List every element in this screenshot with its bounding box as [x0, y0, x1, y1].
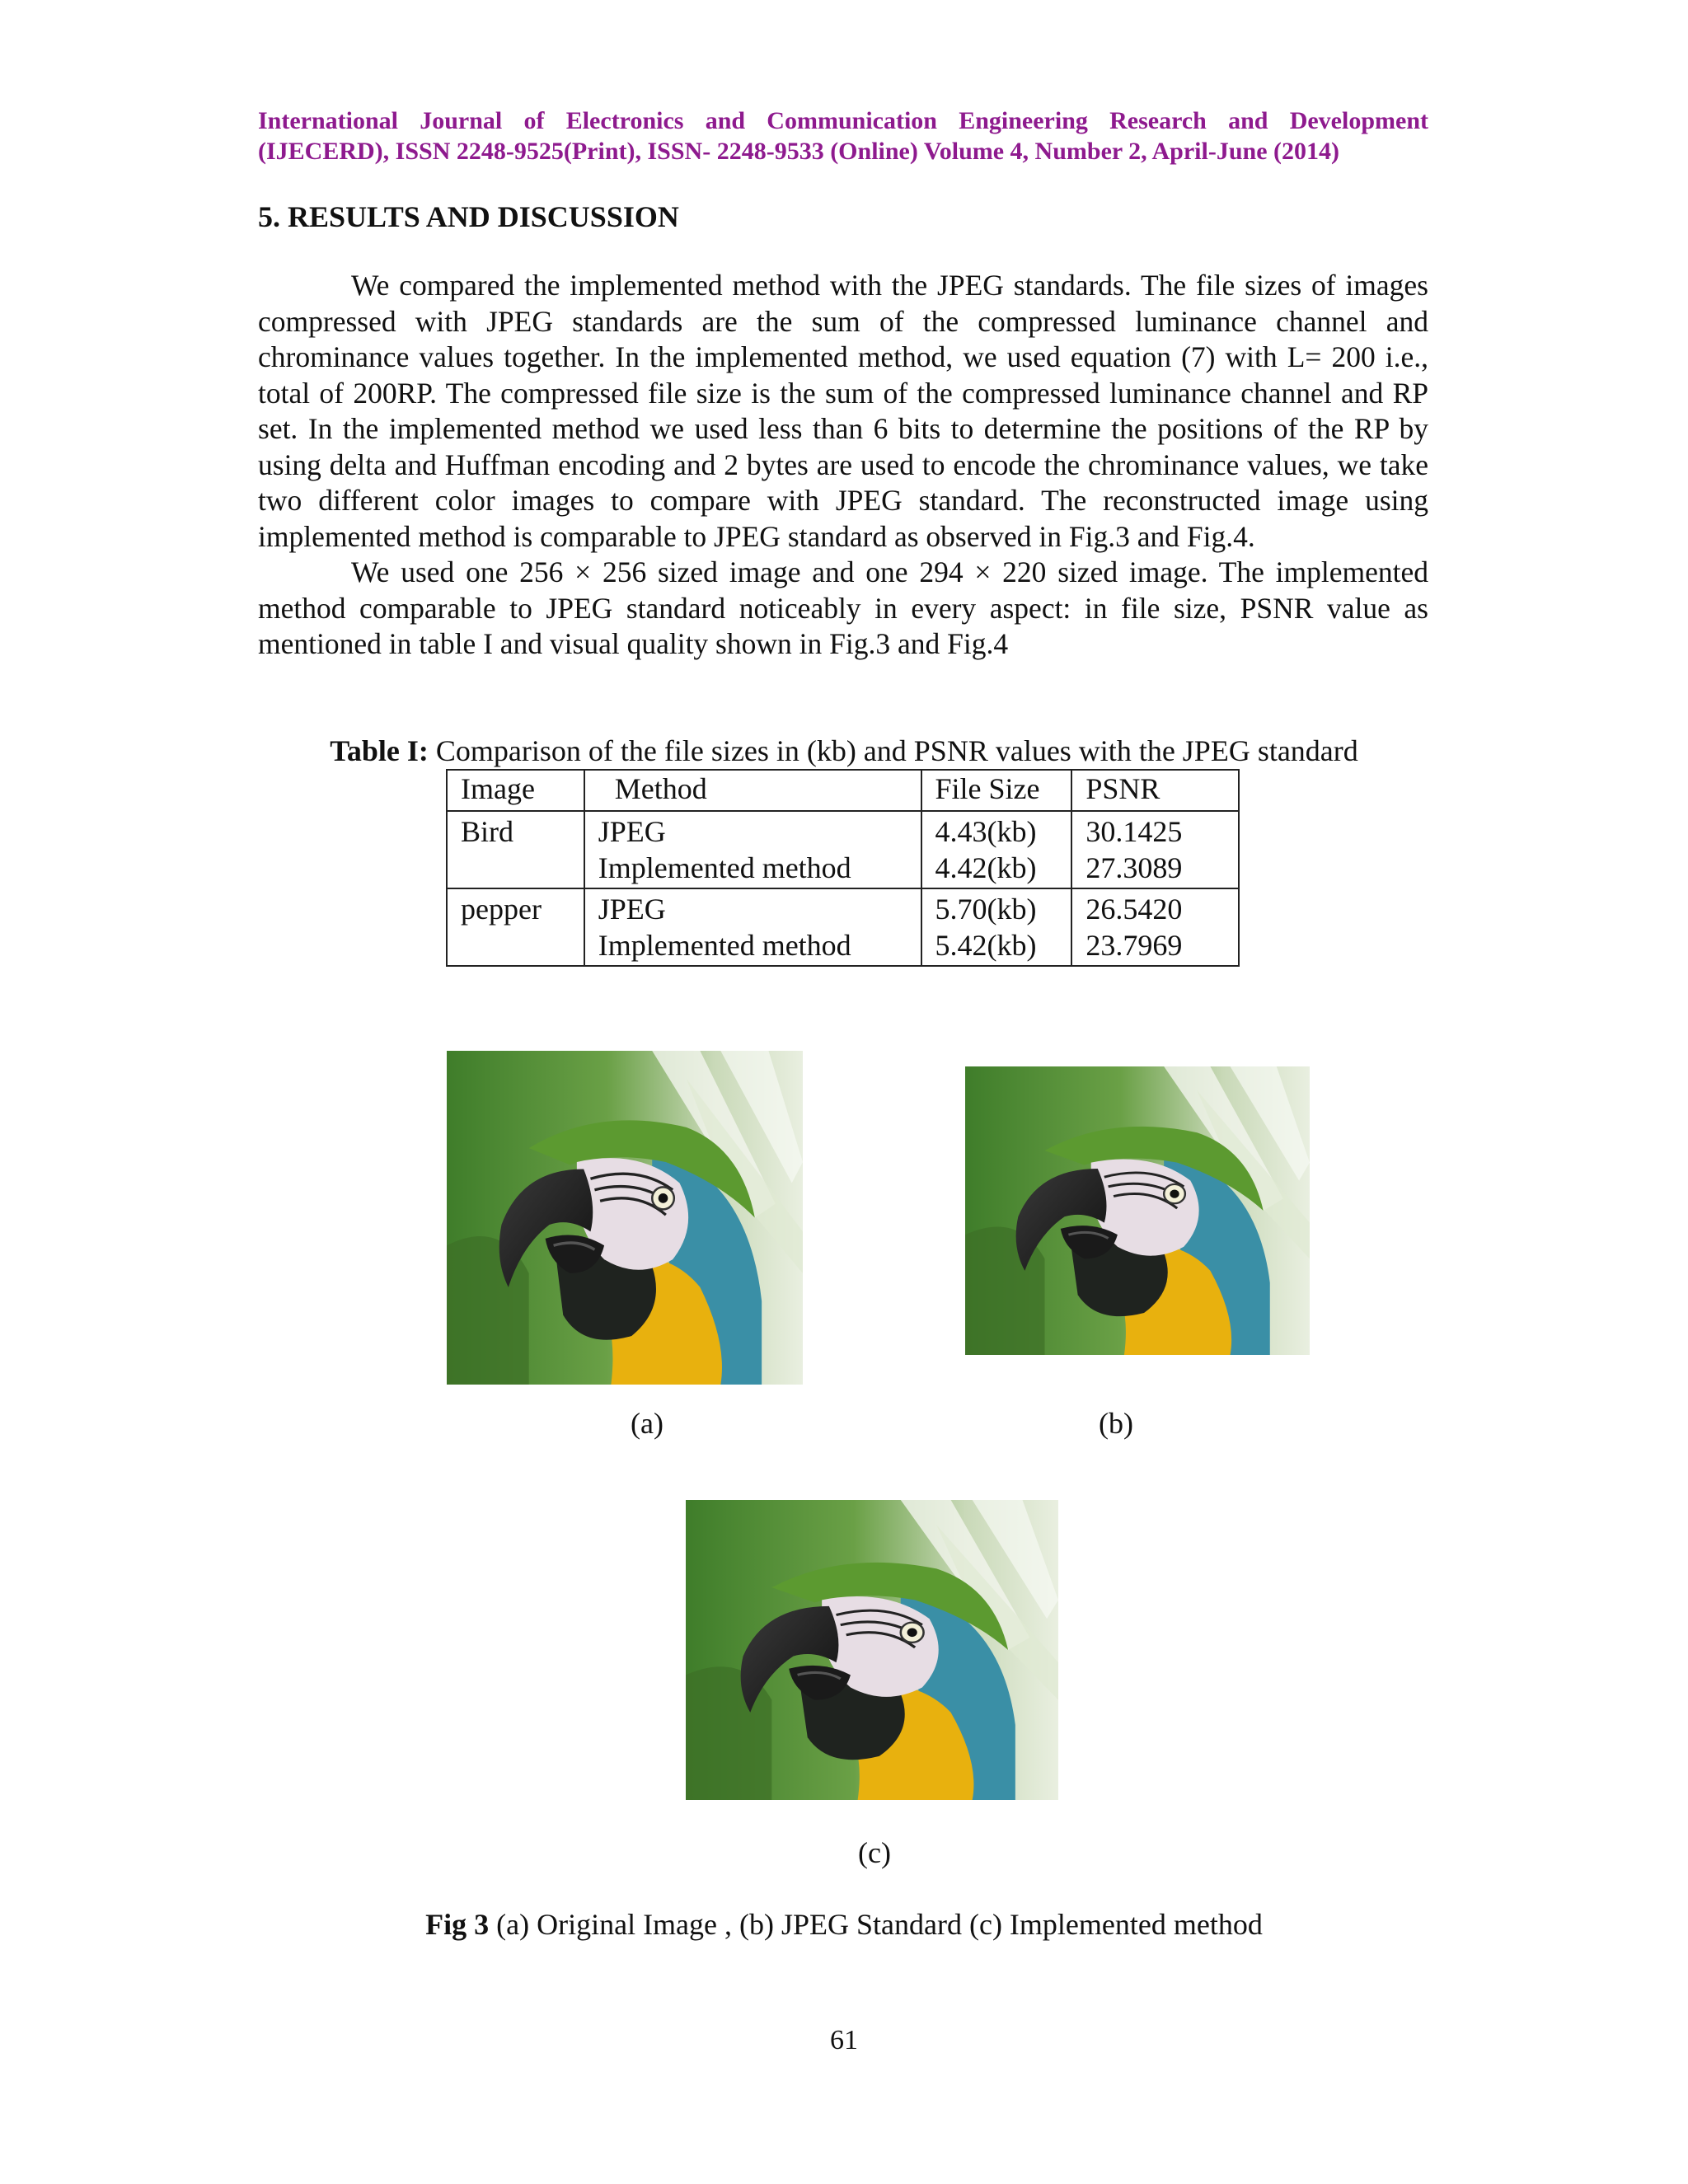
table-header-cell: Method [584, 770, 921, 811]
table-cell-file-size [921, 888, 1072, 966]
parrot-illustration [447, 1051, 803, 1385]
psnr-value: 26.5420 [1085, 893, 1183, 926]
table-caption-label: Table I: [330, 734, 429, 767]
body-text [258, 268, 1428, 663]
table-caption [0, 732, 1688, 770]
figure-label-b: (b) [1099, 1407, 1133, 1440]
parrot-image-original [447, 1051, 803, 1385]
table-cell-psnr [1071, 888, 1239, 966]
table-cell-method [584, 888, 921, 966]
psnr-value: 23.7969 [1085, 929, 1183, 962]
table-cell-method [584, 811, 921, 888]
figure-label-a: (a) [631, 1407, 663, 1440]
method-value: JPEG [598, 893, 666, 926]
table-cell-image: pepper [447, 888, 584, 966]
table-row [447, 811, 1239, 888]
results-table [446, 769, 1240, 967]
figure-caption [0, 1905, 1688, 1943]
journal-header-line1: International Journal of Electronics and Communication Engineering Research and Development [258, 107, 1428, 134]
table-cell-image: Bird [447, 811, 584, 888]
parrot-illustration [965, 1066, 1310, 1355]
table-header-cell: PSNR [1071, 770, 1239, 811]
file-size-value: 4.43(kb) [935, 815, 1037, 848]
method-value: Implemented method [598, 929, 851, 962]
file-size-value: 5.70(kb) [935, 893, 1037, 926]
table-header-row [447, 770, 1239, 811]
parrot-illustration [686, 1500, 1058, 1800]
table-caption-text: Comparison of the file sizes in (kb) and PSNR values with the JPEG standard [428, 734, 1358, 767]
figure-label-c: (c) [858, 1836, 891, 1869]
figure-caption-label: Fig 3 [425, 1908, 490, 1941]
table-header-cell: File Size [921, 770, 1072, 811]
section-title: 5. RESULTS AND DISCUSSION [258, 200, 679, 233]
psnr-value: 30.1425 [1085, 815, 1183, 848]
table-header-cell: Image [447, 770, 584, 811]
paragraph: We used one 256 × 256 sized image and one 294 × 220 sized image. The implemented method comparable to JPEG standard noticeably in every aspect: in file size, PSNR value as mentioned in table I and visual quality shown in Fig.3 and Fig.4 [258, 555, 1428, 660]
table-cell-psnr [1071, 811, 1239, 888]
figure-caption-text: (a) Original Image , (b) JPEG Standard (c) Implemented method [489, 1908, 1263, 1941]
method-value: Implemented method [598, 851, 851, 884]
journal-header [258, 105, 1428, 166]
page-number: 61 [830, 2025, 858, 2055]
psnr-value: 27.3089 [1085, 851, 1183, 884]
method-value: JPEG [598, 815, 666, 848]
file-size-value: 5.42(kb) [935, 929, 1037, 962]
file-size-value: 4.42(kb) [935, 851, 1037, 884]
table-row [447, 888, 1239, 966]
paragraph: We compared the implemented method with the JPEG standards. The file sizes of images compressed with JPEG standards are the sum of the compressed luminance channel and chrominance values together. In the implemented method, we used equation (7) with L= 200 i.e., total of 200RP. The compressed file size is the sum of the compressed luminance channel and RP set. In the implemented method we used less than 6 bits to determine the positions of the RP by using delta and Huffman encoding and 2 bytes are used to encode the chrominance values, we take two different color images to compare with JPEG standard. The reconstructed image using implemented method is comparable to JPEG standard as observed in Fig.3 and Fig.4. [258, 269, 1428, 553]
table-cell-file-size [921, 811, 1072, 888]
parrot-image-implemented [686, 1500, 1058, 1800]
parrot-image-jpeg [965, 1066, 1310, 1355]
journal-header-line2: (IJECERD), ISSN 2248-9525(Print), ISSN- 2248-9533 (Online) Volume 4, Number 2, April-June (2014) [258, 138, 1340, 165]
